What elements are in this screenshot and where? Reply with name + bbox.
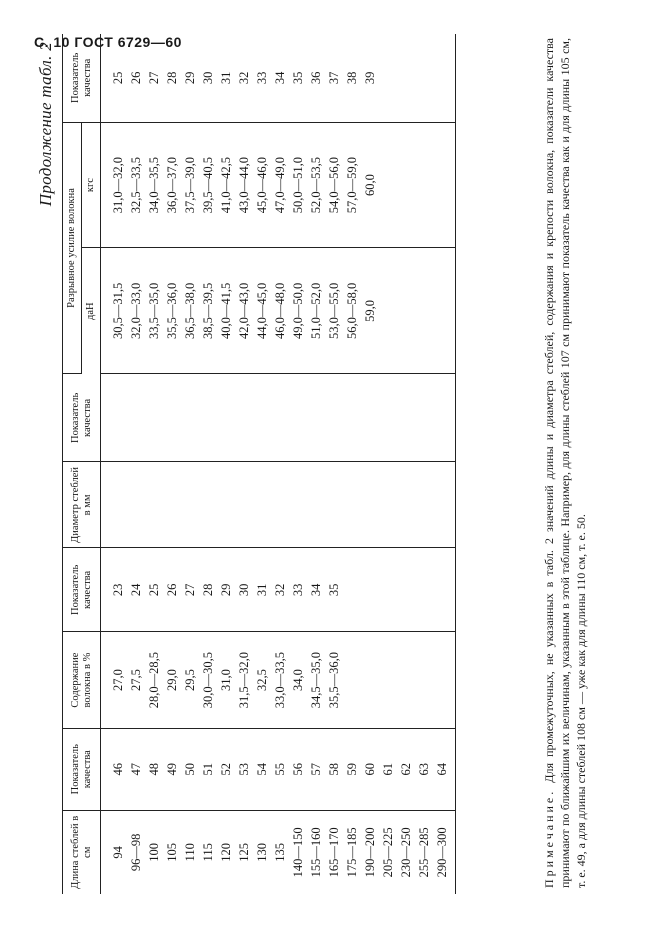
table-cell: 45,0—46,0	[253, 122, 271, 248]
table-note	[541, 38, 589, 888]
table-cell	[289, 374, 307, 462]
table-cell: 28	[199, 548, 217, 632]
table-row	[181, 34, 199, 894]
table-cell: 27	[181, 548, 199, 632]
table-cell	[271, 462, 289, 548]
table-cell	[361, 548, 379, 632]
table-row	[217, 34, 235, 894]
table-cell: 155—160	[309, 827, 323, 878]
table-cell: 56,0—58,0	[343, 248, 361, 374]
table-cell	[199, 462, 217, 548]
table-cell: 28,0—28,5	[145, 632, 163, 728]
table-cell: 57	[307, 728, 325, 810]
table-row	[415, 34, 433, 894]
table-cell	[433, 34, 456, 122]
table-row	[289, 34, 307, 894]
table-row	[271, 34, 289, 894]
table-cell	[361, 374, 379, 462]
table-row	[379, 34, 397, 894]
table-cell	[343, 548, 361, 632]
table-cell: 49,0—50,0	[289, 248, 307, 374]
table-cell: 26	[163, 548, 181, 632]
table-cell: 38	[343, 34, 361, 122]
table-row	[145, 34, 163, 894]
table-cell	[415, 248, 433, 374]
table-cell	[253, 374, 271, 462]
table-cell: 135	[273, 842, 287, 862]
table-cell: 30,0—30,5	[199, 632, 217, 728]
table-cell: 96—98	[129, 833, 143, 872]
table-cell: 230—250	[399, 827, 413, 878]
table-cell	[397, 34, 415, 122]
table-cell	[415, 374, 433, 462]
table-cell: 53	[235, 728, 253, 810]
table-cell: 30	[199, 34, 217, 122]
table-cell: 115	[201, 843, 215, 862]
table-cell	[433, 462, 456, 548]
table-cell: 35,5—36,0	[163, 248, 181, 374]
table-cell: 23	[101, 548, 128, 632]
table-cell: 36,5—38,0	[181, 248, 199, 374]
table-cell: 34	[307, 548, 325, 632]
table-cell: 29	[217, 548, 235, 632]
table-cell: 33,5—35,0	[145, 248, 163, 374]
table-cell	[397, 632, 415, 728]
table-cell	[433, 122, 456, 248]
table-cell	[217, 374, 235, 462]
header-dan: даН	[82, 248, 101, 374]
table-cell: 29,5	[181, 632, 199, 728]
table-cell: 46	[101, 728, 128, 810]
table-cell: 29,0	[163, 632, 181, 728]
table-cell: 60	[361, 728, 379, 810]
table-cell	[379, 248, 397, 374]
table-cell: 50,0—51,0	[289, 122, 307, 248]
table-cell: 30,5—31,5	[101, 248, 128, 374]
table-cell: 32,5	[253, 632, 271, 728]
table-cell	[397, 248, 415, 374]
header-diameter: Диаметр стеблей в мм	[63, 462, 101, 548]
table-cell	[379, 548, 397, 632]
table-cell: 36,0—37,0	[163, 122, 181, 248]
table-cell	[235, 462, 253, 548]
table-cell: 46,0—48,0	[271, 248, 289, 374]
table-cell: 59,0	[361, 248, 379, 374]
table-cell: 35	[325, 548, 343, 632]
table-cell	[433, 632, 456, 728]
table-cell: 54,0—56,0	[325, 122, 343, 248]
table-row	[325, 34, 343, 894]
rotated-page-content	[36, 34, 626, 894]
table-cell: 34,5—35,0	[307, 632, 325, 728]
table-row	[127, 34, 145, 894]
table-cell: 175—185	[345, 827, 359, 878]
table-cell: 140—150	[291, 827, 305, 878]
table-cell: 32	[235, 34, 253, 122]
table-cell	[433, 548, 456, 632]
table-cell: 29	[181, 34, 199, 122]
table-cell	[433, 248, 456, 374]
table-cell: 130	[255, 842, 269, 862]
table-cell: 31	[217, 34, 235, 122]
table-row	[397, 34, 415, 894]
table-cell	[343, 632, 361, 728]
table-cell	[325, 374, 343, 462]
table-cell: 38,5—39,5	[199, 248, 217, 374]
table-cell	[101, 374, 128, 462]
table-cell: 255—285	[417, 827, 431, 878]
table-cell: 34	[271, 34, 289, 122]
table-cell	[127, 462, 145, 548]
table-cell: 100	[147, 842, 161, 862]
table-cell: 52,0—53,5	[307, 122, 325, 248]
table-cell: 27,5	[127, 632, 145, 728]
table-cell: 33	[253, 34, 271, 122]
table-cell: 42,0—43,0	[235, 248, 253, 374]
page-header: С. 10 ГОСТ 6729—60	[34, 34, 182, 50]
table-cell: 35	[289, 34, 307, 122]
table-cell	[145, 462, 163, 548]
table-cell	[397, 548, 415, 632]
table-cell: 28	[163, 34, 181, 122]
table-cell: 57,0—59,0	[343, 122, 361, 248]
table-cell	[397, 122, 415, 248]
table-cell: 27,0	[101, 632, 128, 728]
table-cell	[415, 548, 433, 632]
table-cell: 27	[145, 34, 163, 122]
table-cell: 25	[101, 34, 128, 122]
table-cell	[289, 462, 307, 548]
table-row	[361, 34, 379, 894]
table-cell	[307, 462, 325, 548]
table-cell	[415, 122, 433, 248]
table-cell: 190—200	[363, 827, 377, 878]
continuation-title: Продолжение табл. 2	[36, 42, 55, 207]
table-cell: 205—225	[381, 827, 395, 878]
table-cell: 56	[289, 728, 307, 810]
table-cell: 37	[325, 34, 343, 122]
table-cell: 26	[127, 34, 145, 122]
table-cell	[343, 462, 361, 548]
table-cell: 105	[165, 842, 179, 862]
table-cell: 44,0—45,0	[253, 248, 271, 374]
table-cell: 94	[111, 846, 125, 859]
header-quality-2: Показатель качества	[63, 548, 101, 632]
table-cell: 48	[145, 728, 163, 810]
table-cell	[397, 374, 415, 462]
header-length: Длина стеблей в см	[63, 810, 101, 894]
table-cell: 60,0	[361, 122, 379, 248]
table-cell	[325, 462, 343, 548]
table-cell: 39	[361, 34, 379, 122]
table-cell	[415, 462, 433, 548]
table-cell: 59	[343, 728, 361, 810]
table-cell	[379, 632, 397, 728]
table-cell	[163, 462, 181, 548]
table-row	[101, 34, 128, 894]
table-cell	[235, 374, 253, 462]
table-cell	[101, 462, 128, 548]
table-cell: 110	[183, 843, 197, 862]
table-row	[199, 34, 217, 894]
table-cell	[361, 632, 379, 728]
table-cell	[433, 374, 456, 462]
table-cell	[145, 374, 163, 462]
table-cell: 32,0—33,0	[127, 248, 145, 374]
table-cell: 36	[307, 34, 325, 122]
table-cell: 54	[253, 728, 271, 810]
table-cell	[397, 462, 415, 548]
table-cell	[271, 374, 289, 462]
table-cell	[217, 462, 235, 548]
table-cell	[253, 462, 271, 548]
table-cell: 62	[397, 728, 415, 810]
table-cell	[163, 374, 181, 462]
header-kgf: кгс	[82, 122, 101, 248]
quality-table	[62, 34, 456, 894]
table-cell: 47,0—49,0	[271, 122, 289, 248]
table-cell: 33,0—33,5	[271, 632, 289, 728]
table-cell: 55	[271, 728, 289, 810]
table-cell	[127, 374, 145, 462]
table-cell: 32	[271, 548, 289, 632]
table-cell	[379, 462, 397, 548]
table-cell: 31,0—32,0	[101, 122, 128, 248]
table-cell: 290—300	[433, 810, 456, 894]
table-cell: 34,0	[289, 632, 307, 728]
table-cell	[199, 374, 217, 462]
table-cell: 64	[433, 728, 456, 810]
table-cell	[181, 374, 199, 462]
table-row	[163, 34, 181, 894]
table-cell	[379, 374, 397, 462]
table-cell	[379, 34, 397, 122]
table-cell: 51,0—52,0	[307, 248, 325, 374]
table-cell: 40,0—41,5	[217, 248, 235, 374]
table-cell: 31,5—32,0	[235, 632, 253, 728]
table-cell: 33	[289, 548, 307, 632]
table-cell: 165—170	[327, 827, 341, 878]
table-cell	[415, 34, 433, 122]
table-cell: 49	[163, 728, 181, 810]
header-fiber-content: Содержание волокна в %	[63, 632, 101, 728]
header-quality-1: Показатель качества	[63, 728, 101, 810]
table-cell: 39,5—40,5	[199, 122, 217, 248]
table-cell: 125	[237, 842, 251, 862]
header-breaking-force: Разрывное усилие волокна	[63, 122, 82, 374]
table-cell: 41,0—42,5	[217, 122, 235, 248]
table-cell: 30	[235, 548, 253, 632]
table-cell	[361, 462, 379, 548]
table-body	[101, 34, 456, 894]
table-cell: 37,5—39,0	[181, 122, 199, 248]
table-cell: 24	[127, 548, 145, 632]
table-row	[253, 34, 271, 894]
table-cell: 52	[217, 728, 235, 810]
table-cell	[343, 374, 361, 462]
header-quality-3: Показатель качества	[63, 374, 101, 462]
table-cell	[181, 462, 199, 548]
table-cell: 34,0—35,5	[145, 122, 163, 248]
table-cell: 53,0—55,0	[325, 248, 343, 374]
table-cell: 31	[253, 548, 271, 632]
table-cell: 35,5—36,0	[325, 632, 343, 728]
table-row	[235, 34, 253, 894]
note-text: Для промежуточных, не указанных в табл. 2 значений длины и диаметра стеблей, содержания и крепости волокна, показатели качества принимают по ближайшим их величинам, указанным в этой таблице. Например, для длины стеблей 107 см принимают показатель качества как и для длины 105 см, т. е. 49, а для длины стеблей 108 см — уже как для длины 110 см, т. е. 50.	[542, 38, 588, 888]
table-row	[343, 34, 361, 894]
table-row	[433, 34, 456, 894]
table-cell: 32,5—33,5	[127, 122, 145, 248]
header-quality-4: Показатель качества	[63, 34, 101, 122]
table-row	[307, 34, 325, 894]
table-cell: 51	[199, 728, 217, 810]
table-cell	[307, 374, 325, 462]
table-cell: 43,0—44,0	[235, 122, 253, 248]
table-cell: 47	[127, 728, 145, 810]
table-cell: 50	[181, 728, 199, 810]
note-label: Примечание.	[542, 788, 556, 888]
table-cell: 120	[219, 842, 233, 862]
table-cell: 58	[325, 728, 343, 810]
table-cell: 31,0	[217, 632, 235, 728]
table-cell: 63	[415, 728, 433, 810]
table-cell	[415, 632, 433, 728]
table-cell: 61	[379, 728, 397, 810]
table-cell: 25	[145, 548, 163, 632]
table-cell	[379, 122, 397, 248]
